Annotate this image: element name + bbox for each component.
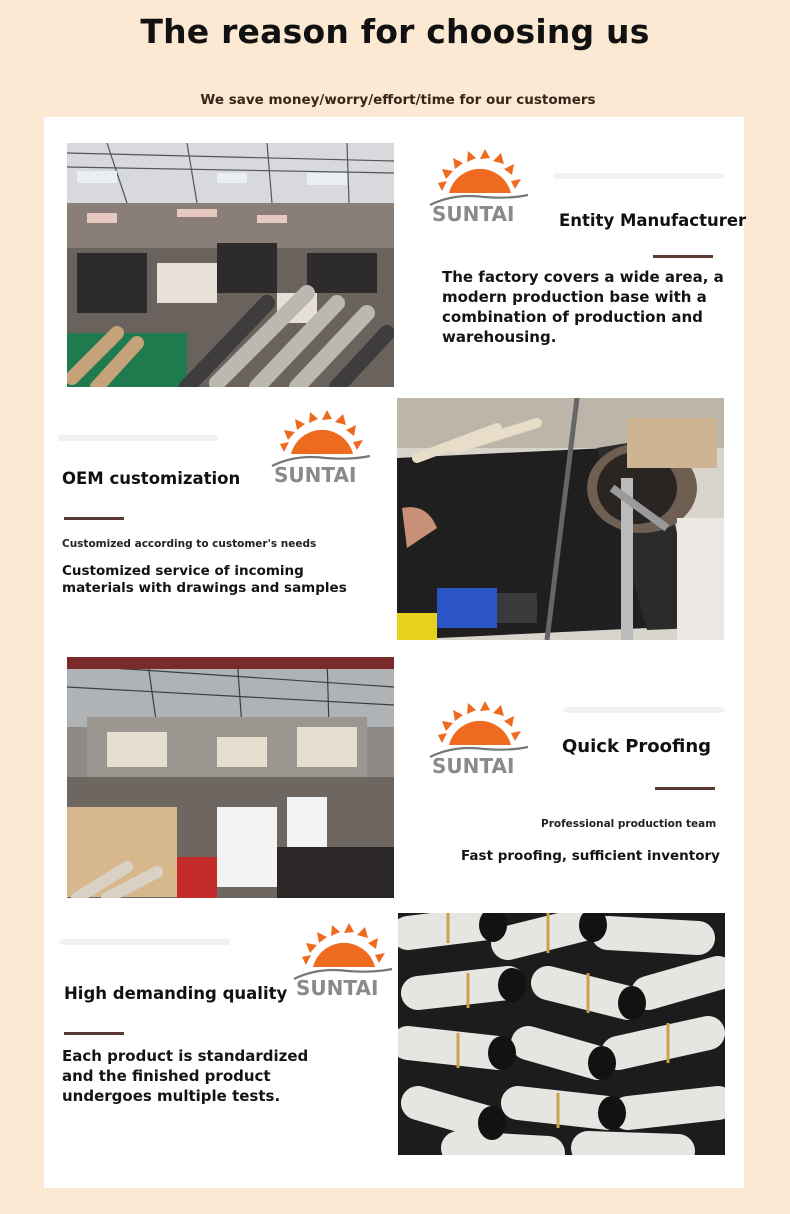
decor-line xyxy=(58,435,218,441)
logo-wordmark: SUNTAI xyxy=(432,202,515,226)
accent-bar xyxy=(653,255,713,258)
section-body-proofing: Fast proofing, sufficient inventory xyxy=(461,848,720,864)
logo-wordmark: SUNTAI xyxy=(274,463,357,487)
section-body-entity: The factory covers a wide area, a modern production base with a combination of production and warehousing. xyxy=(442,268,724,346)
section-heading-entity: Entity Manufacturer xyxy=(559,211,747,230)
accent-bar xyxy=(64,517,124,520)
section-heading-oem: OEM customization xyxy=(62,469,241,488)
fabric-cutting-photo xyxy=(397,398,724,640)
section-tagline-oem: Customized according to customer's needs xyxy=(62,538,317,550)
product-rolls-photo xyxy=(398,913,725,1155)
decor-line xyxy=(554,173,724,179)
suntai-logo xyxy=(266,410,376,488)
logo-wordmark: SUNTAI xyxy=(432,754,515,778)
production-hall-photo xyxy=(67,657,394,898)
accent-bar xyxy=(655,787,715,790)
page-subtitle: We save money/worry/effort/time for our customers xyxy=(200,92,596,108)
suntai-logo xyxy=(424,149,534,227)
section-heading-proofing: Quick Proofing xyxy=(562,736,712,757)
accent-bar xyxy=(64,1032,124,1035)
suntai-logo xyxy=(288,923,398,1001)
page-title: The reason for choosing us xyxy=(140,12,650,51)
section-body-quality: Each product is standardized and the finished product undergoes multiple tests. xyxy=(62,1047,309,1105)
section-body-oem: Customized service of incoming materials with drawings and samples xyxy=(62,563,347,596)
decor-line xyxy=(60,939,230,945)
suntai-logo xyxy=(424,701,534,779)
logo-wordmark: SUNTAI xyxy=(296,976,379,1000)
section-heading-quality: High demanding quality xyxy=(64,984,288,1003)
warehouse-photo xyxy=(67,143,394,387)
content-panel xyxy=(44,117,747,1188)
decor-line xyxy=(564,707,724,713)
section-tagline-proofing: Professional production team xyxy=(541,818,717,830)
